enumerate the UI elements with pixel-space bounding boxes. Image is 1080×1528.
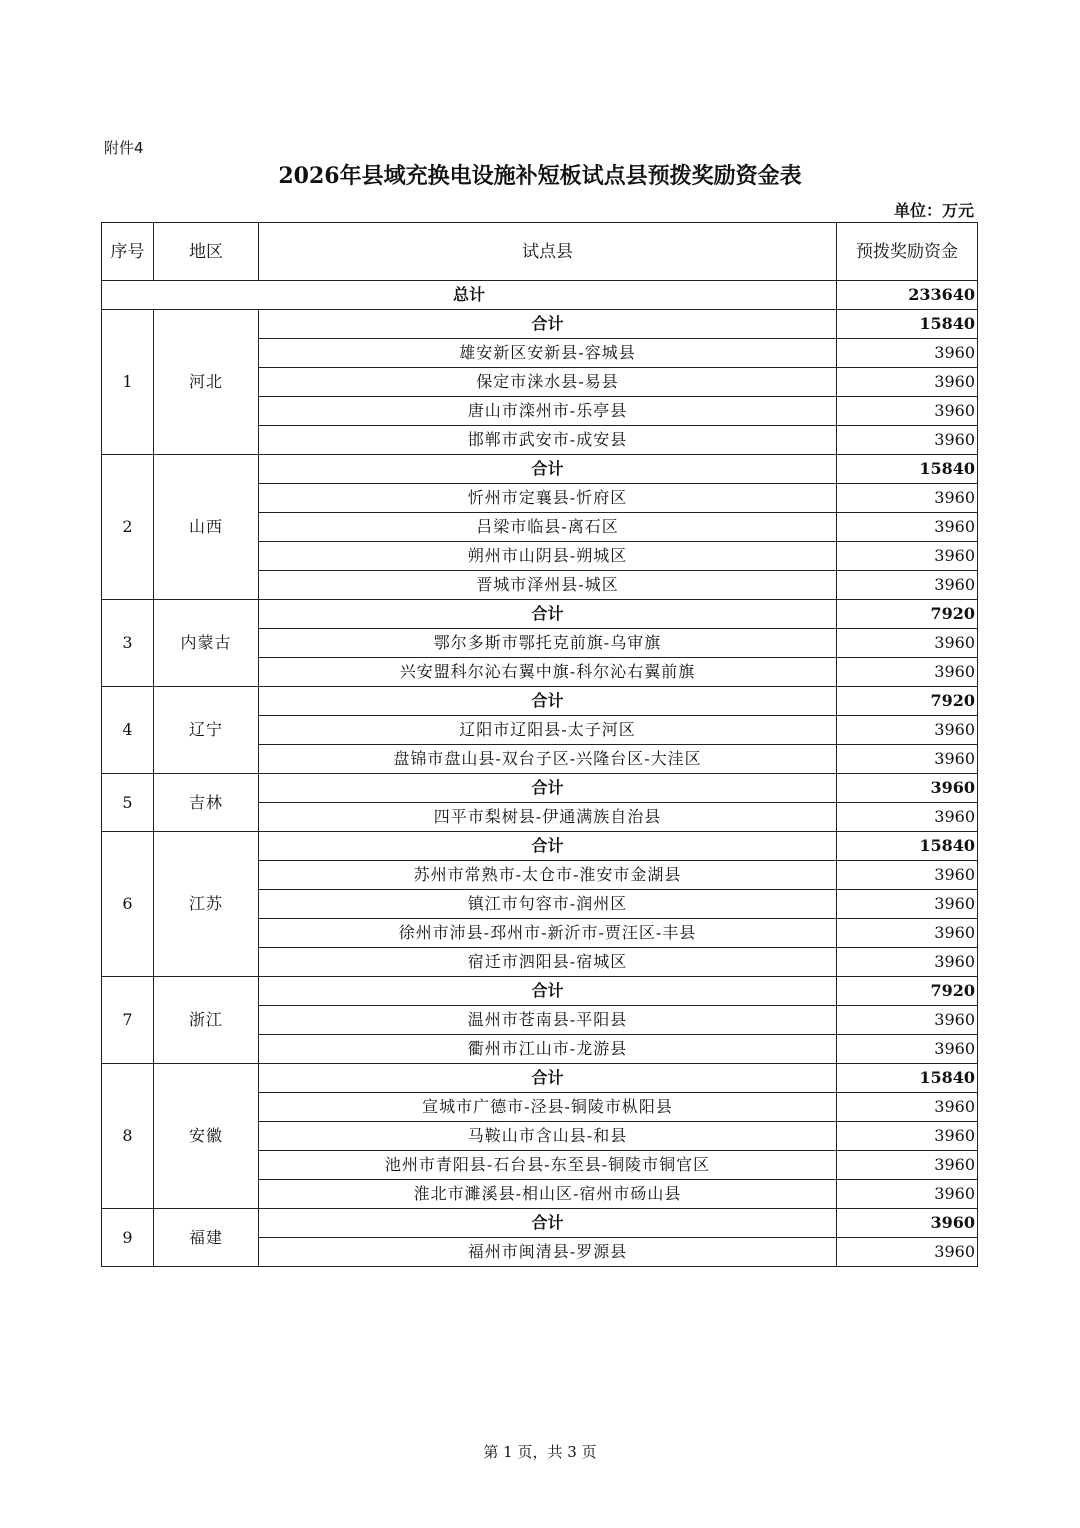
- county-cell: 辽阳市辽阳县-太子河区: [259, 716, 837, 745]
- page-title: 2026年县域充换电设施补短板试点县预拨奖励资金表: [278, 163, 802, 189]
- group-region: 吉林: [154, 774, 259, 832]
- subtotal-value: 15840: [837, 455, 978, 484]
- county-cell: 淮北市濉溪县-相山区-宿州市砀山县: [259, 1180, 837, 1209]
- header-seq: 序号: [102, 223, 154, 281]
- county-cell: 宣城市广德市-泾县-铜陵市枞阳县: [259, 1093, 837, 1122]
- group-seq: 3: [102, 600, 154, 687]
- county-cell: 四平市梨树县-伊通满族自治县: [259, 803, 837, 832]
- group-region: 辽宁: [154, 687, 259, 774]
- county-cell: 镇江市句容市-润州区: [259, 890, 837, 919]
- fund-cell: 3960: [837, 368, 978, 397]
- fund-cell: 3960: [837, 919, 978, 948]
- fund-table: [101, 222, 978, 1267]
- subtotal-value: 15840: [837, 1064, 978, 1093]
- subtotal-value: 7920: [837, 687, 978, 716]
- county-cell: 忻州市定襄县-忻府区: [259, 484, 837, 513]
- county-cell: 唐山市滦州市-乐亭县: [259, 397, 837, 426]
- fund-cell: 3960: [837, 716, 978, 745]
- group-seq: 9: [102, 1209, 154, 1267]
- county-cell: 朔州市山阴县-朔城区: [259, 542, 837, 571]
- fund-cell: 3960: [837, 1238, 978, 1267]
- unit-label: 单位：万元: [893, 201, 974, 220]
- fund-cell: 3960: [837, 1035, 978, 1064]
- group-seq: 1: [102, 310, 154, 455]
- fund-cell: 3960: [837, 542, 978, 571]
- attachment-label: 附件4: [104, 139, 144, 157]
- header-fund: 预拨奖励资金: [837, 223, 978, 281]
- group-seq: 6: [102, 832, 154, 977]
- fund-cell: 3960: [837, 1122, 978, 1151]
- fund-cell: 3960: [837, 513, 978, 542]
- group-seq: 2: [102, 455, 154, 600]
- subtotal-value: 15840: [837, 310, 978, 339]
- grand-total-label: 总计: [102, 281, 837, 310]
- group-region: 福建: [154, 1209, 259, 1267]
- fund-cell: 3960: [837, 861, 978, 890]
- subtotal-label: 合计: [259, 687, 837, 716]
- page-footer: 第 1 页，共 3 页: [483, 1443, 597, 1461]
- header-row: [102, 223, 978, 281]
- fund-cell: 3960: [837, 339, 978, 368]
- group-region: 浙江: [154, 977, 259, 1064]
- county-cell: 衢州市江山市-龙游县: [259, 1035, 837, 1064]
- county-cell: 盘锦市盘山县-双台子区-兴隆台区-大洼区: [259, 745, 837, 774]
- subtotal-value: 7920: [837, 600, 978, 629]
- grand-total-value: 233640: [837, 281, 978, 310]
- subtotal-label: 合计: [259, 774, 837, 803]
- subtotal-value: 3960: [837, 774, 978, 803]
- county-cell: 吕梁市临县-离石区: [259, 513, 837, 542]
- group-seq: 4: [102, 687, 154, 774]
- county-cell: 雄安新区安新县-容城县: [259, 339, 837, 368]
- county-cell: 马鞍山市含山县-和县: [259, 1122, 837, 1151]
- group-region: 江苏: [154, 832, 259, 977]
- subtotal-value: 3960: [837, 1209, 978, 1238]
- fund-cell: 3960: [837, 745, 978, 774]
- subtotal-row: [102, 687, 978, 716]
- subtotal-label: 合计: [259, 1209, 837, 1238]
- county-cell: 邯郸市武安市-成安县: [259, 426, 837, 455]
- fund-cell: 3960: [837, 629, 978, 658]
- subtotal-row: [102, 600, 978, 629]
- subtotal-row: [102, 310, 978, 339]
- subtotal-label: 合计: [259, 1064, 837, 1093]
- county-cell: 温州市苍南县-平阳县: [259, 1006, 837, 1035]
- fund-cell: 3960: [837, 571, 978, 600]
- county-cell: 宿迁市泗阳县-宿城区: [259, 948, 837, 977]
- subtotal-label: 合计: [259, 832, 837, 861]
- group-region: 河北: [154, 310, 259, 455]
- fund-cell: 3960: [837, 1151, 978, 1180]
- county-cell: 鄂尔多斯市鄂托克前旗-乌审旗: [259, 629, 837, 658]
- group-seq: 5: [102, 774, 154, 832]
- subtotal-value: 15840: [837, 832, 978, 861]
- group-region: 内蒙古: [154, 600, 259, 687]
- group-seq: 8: [102, 1064, 154, 1209]
- subtotal-row: [102, 977, 978, 1006]
- county-cell: 苏州市常熟市-太仓市-淮安市金湖县: [259, 861, 837, 890]
- subtotal-label: 合计: [259, 310, 837, 339]
- fund-cell: 3960: [837, 484, 978, 513]
- subtotal-label: 合计: [259, 600, 837, 629]
- subtotal-row: [102, 455, 978, 484]
- fund-cell: 3960: [837, 1006, 978, 1035]
- group-region: 安徽: [154, 1064, 259, 1209]
- subtotal-value: 7920: [837, 977, 978, 1006]
- fund-cell: 3960: [837, 1180, 978, 1209]
- county-cell: 晋城市泽州县-城区: [259, 571, 837, 600]
- group-region: 山西: [154, 455, 259, 600]
- county-cell: 徐州市沛县-邳州市-新沂市-贾汪区-丰县: [259, 919, 837, 948]
- subtotal-label: 合计: [259, 977, 837, 1006]
- grand-total-row: [102, 281, 978, 310]
- fund-cell: 3960: [837, 658, 978, 687]
- fund-cell: 3960: [837, 948, 978, 977]
- subtotal-row: [102, 774, 978, 803]
- subtotal-row: [102, 1064, 978, 1093]
- fund-cell: 3960: [837, 890, 978, 919]
- fund-cell: 3960: [837, 803, 978, 832]
- county-cell: 保定市涞水县-易县: [259, 368, 837, 397]
- county-cell: 福州市闽清县-罗源县: [259, 1238, 837, 1267]
- subtotal-row: [102, 1209, 978, 1238]
- header-county: 试点县: [259, 223, 837, 281]
- fund-cell: 3960: [837, 426, 978, 455]
- group-seq: 7: [102, 977, 154, 1064]
- subtotal-row: [102, 832, 978, 861]
- header-region: 地区: [154, 223, 259, 281]
- fund-cell: 3960: [837, 1093, 978, 1122]
- county-cell: 池州市青阳县-石台县-东至县-铜陵市铜官区: [259, 1151, 837, 1180]
- subtotal-label: 合计: [259, 455, 837, 484]
- county-cell: 兴安盟科尔沁右翼中旗-科尔沁右翼前旗: [259, 658, 837, 687]
- fund-cell: 3960: [837, 397, 978, 426]
